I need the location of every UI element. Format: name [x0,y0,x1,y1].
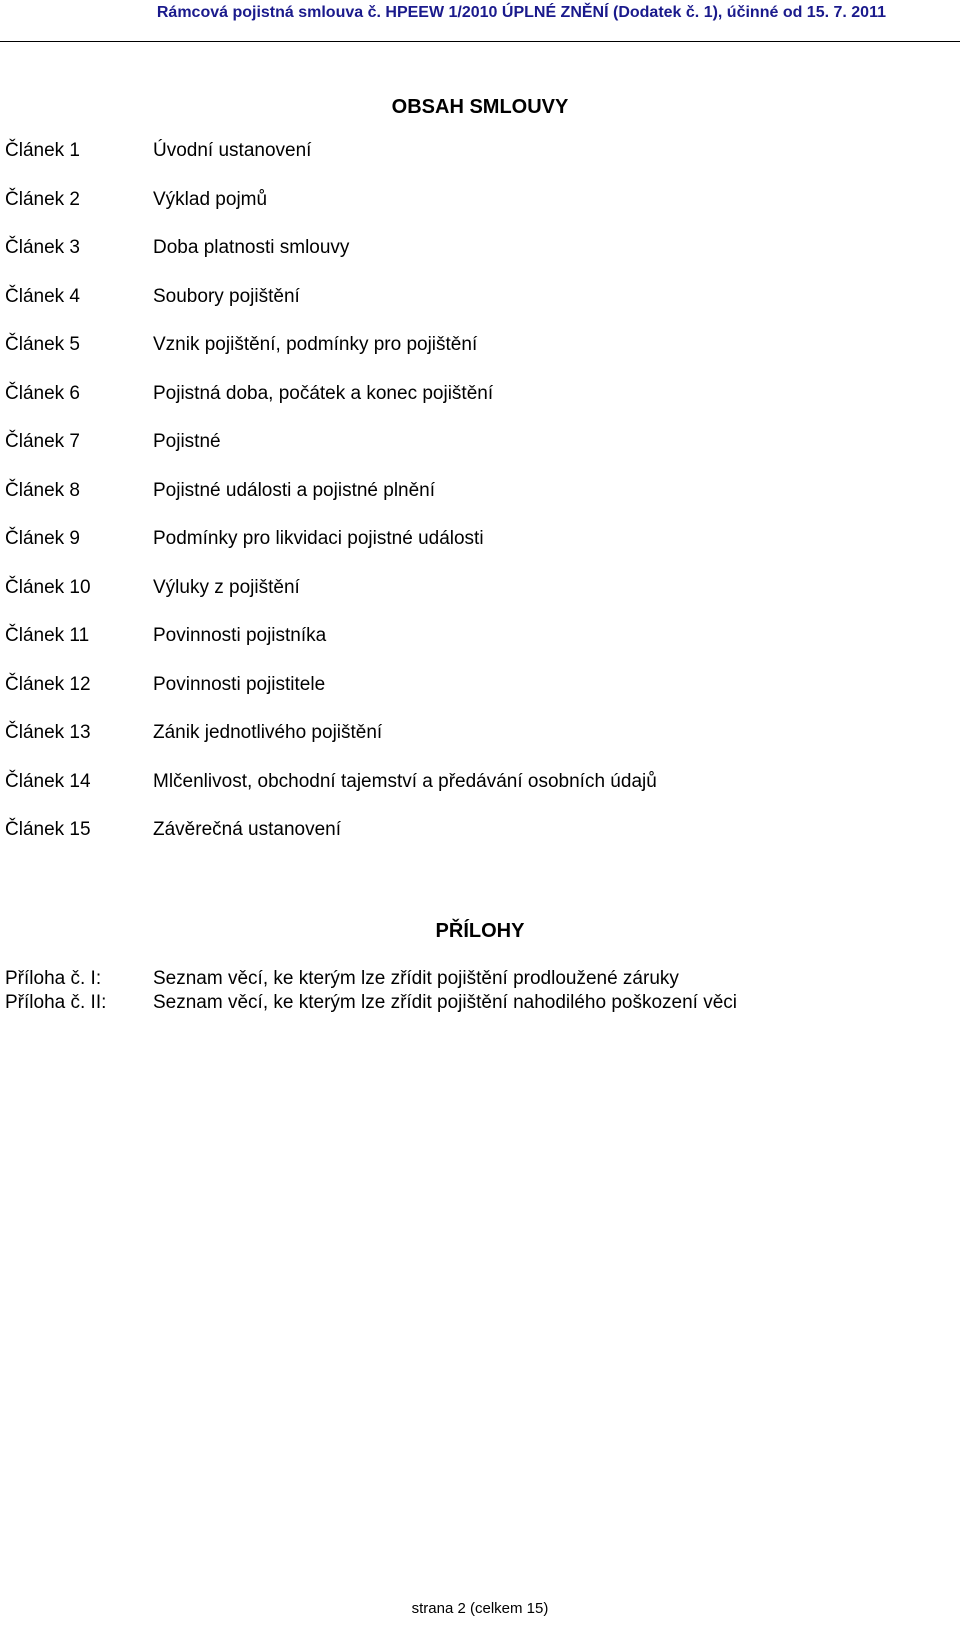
header-title: Rámcová pojistná smlouva č. HPEEW 1/2010 ÚPLNÉ ZNĚNÍ (Dodatek č. 1), účinné od 15. 7. 2011 [156,4,886,21]
toc-item [0,334,960,383]
toc-item [0,237,960,286]
toc-item-number: Článek 4 [5,285,80,307]
toc-item-title: Mlčenlivost, obchodní tajemství a předávání osobních údajů [153,770,657,792]
toc-item-title: Podmínky pro likvidaci pojistné události [153,528,484,549]
toc-item-number: Článek 13 [5,722,91,743]
toc-item-number: Článek 9 [5,528,80,549]
toc-item-title: Soubory pojištění [153,285,300,307]
toc-item-number: Článek 2 [5,188,80,210]
toc-item [0,625,960,674]
toc-item-title: Doba platnosti smlouvy [153,237,350,258]
toc-item-title: Výklad pojmů [153,188,268,210]
toc-item-title: Úvodní ustanovení [153,140,312,161]
toc-item-number: Článek 11 [5,625,90,646]
appendices-heading: PŘÍLOHY [435,920,525,942]
toc-item-title: Vznik pojištění, podmínky pro pojištění [153,334,478,355]
toc-item-number: Článek 3 [5,237,80,258]
toc-item [0,528,960,577]
toc-item-number: Článek 5 [5,334,80,355]
toc-item-title: Povinnosti pojistitele [153,673,326,695]
toc-item-title: Pojistná doba, počátek a konec pojištění [153,382,494,404]
toc-list [0,140,960,868]
toc-item-number: Článek 15 [5,819,91,840]
appendix-item-title: Seznam věcí, ke kterým lze zřídit pojištění nahodilého poškození věci [153,992,738,1013]
toc-item [0,140,960,189]
appendices-list [0,968,960,1016]
toc-item [0,819,960,868]
toc-item [0,286,960,335]
toc-item [0,383,960,432]
toc-item-title: Zánik jednotlivého pojištění [153,722,383,743]
appendix-item-number: Příloha č. II: [5,992,107,1013]
toc-item-title: Závěrečná ustanovení [153,819,342,840]
appendix-item-title: Seznam věcí, ke kterým lze zřídit pojištění prodloužené záruky [153,968,679,989]
toc-item [0,189,960,238]
page-footer: strana 2 (celkem 15) [411,1600,549,1617]
toc-item-title: Pojistné události a pojistné plnění [153,479,436,501]
toc-item-title: Povinnosti pojistníka [153,625,327,646]
toc-item-number: Článek 10 [5,576,91,598]
toc-item [0,722,960,771]
toc-item-number: Článek 8 [5,479,80,501]
toc-item [0,771,960,820]
toc-item-number: Článek 7 [5,431,80,452]
appendix-item [0,992,960,1016]
toc-item-number: Článek 1 [5,140,80,161]
appendix-item-number: Příloha č. I: [5,968,102,989]
toc-item-title: Výluky z pojištění [153,576,300,598]
toc-item [0,577,960,626]
toc-heading: OBSAH SMLOUVY [391,96,569,118]
toc-item-number: Článek 6 [5,382,80,404]
toc-item-title: Pojistné [153,431,221,452]
toc-item [0,674,960,723]
toc-item [0,480,960,529]
toc-item-number: Článek 14 [5,770,91,792]
toc-item [0,431,960,480]
toc-item-number: Článek 12 [5,673,91,695]
appendix-item [0,968,960,992]
page-header [0,0,960,42]
